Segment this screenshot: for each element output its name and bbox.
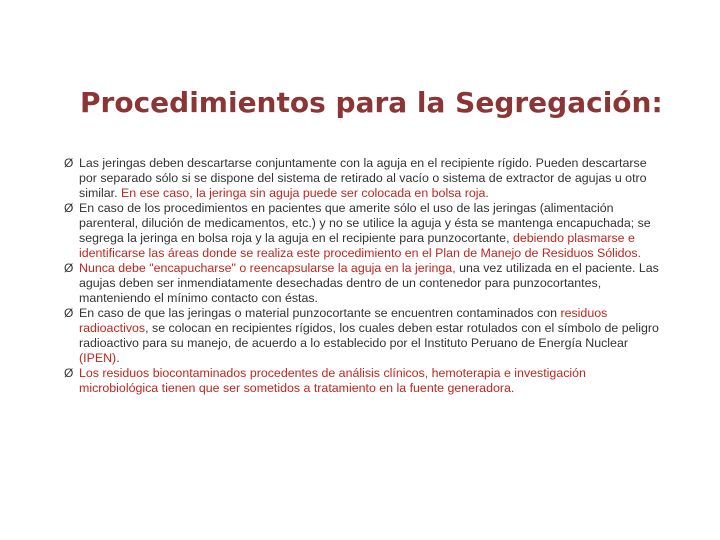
highlighted-text: (IPEN) [79, 351, 117, 365]
bullet-text [79, 261, 664, 306]
bullet-item-5 [64, 366, 664, 396]
highlighted-text: Nunca debe "encapucharse" o reencapsularse la aguja en la jeringa, [79, 261, 460, 275]
bullet-text [79, 306, 664, 366]
slide-title: Procedimientos para la Segregación: [80, 86, 663, 119]
bullet-text: Los residuos biocontaminados procedentes de análisis clínicos, hemoterapia e investigación microbiológica tienen que ser sometidos a tratamiento en la fuente generadora. [79, 366, 586, 395]
text-segment: , se colocan en recipientes rígidos, los cuales deben estar rotulados con el símbolo de peligro radioactivo para su manejo, de acuerdo a lo establecido por el Instituto Peruano de Energía Nuclear [79, 321, 659, 350]
text-segment: En caso de los procedimientos en pacientes que amerite sólo el uso de las jeringas (alimentación parenteral, dilución de medicamentos, etc.) y no se utilice la aguja y ésta se mantenga encapuchada; se segrega la jeringa en bolsa roja y la aguja en el recipiente para punzocortante, [79, 201, 651, 245]
highlighted-text: En ese caso, la jeringa sin aguja puede ser colocada en bolsa roja. [121, 186, 489, 200]
bullet-item-3 [64, 261, 664, 306]
bullet-text [79, 201, 664, 261]
text-segment: . [116, 351, 120, 365]
arrow-bullet-icon: Ø [64, 261, 74, 275]
highlighted-text: residuos radioactivos [79, 306, 608, 335]
bullet-item-1 [64, 156, 664, 201]
bullet-item-2 [64, 201, 664, 261]
bullet-item-4 [64, 306, 664, 366]
text-segment: Las jeringas deben descartarse conjuntamente con la aguja en el recipiente rígido. Pueden descartarse por separado sólo si se dispone del sistema de retirado al vacío o sistema de extractor de agujas u otro similar. [79, 156, 647, 200]
arrow-bullet-icon: Ø [64, 306, 74, 320]
slide-body [64, 156, 664, 396]
highlighted-text: debiendo plasmarse e identificarse las áreas donde se realiza este procedimiento en el Plan de Manejo de Residuos Sólidos. [79, 231, 642, 260]
arrow-bullet-icon: Ø [64, 366, 74, 380]
text-segment: una vez utilizada en el paciente. Las agujas deben ser inmendiatamente desechadas dentro de un contenedor para punzocortantes, manteniendo el mínimo contacto con éstas. [79, 261, 659, 305]
arrow-bullet-icon: Ø [64, 156, 74, 170]
text-segment: En caso de que las jeringas o material punzocortante se encuentren contaminados con [79, 306, 561, 320]
arrow-bullet-icon: Ø [64, 201, 74, 215]
bullet-text [79, 156, 664, 201]
